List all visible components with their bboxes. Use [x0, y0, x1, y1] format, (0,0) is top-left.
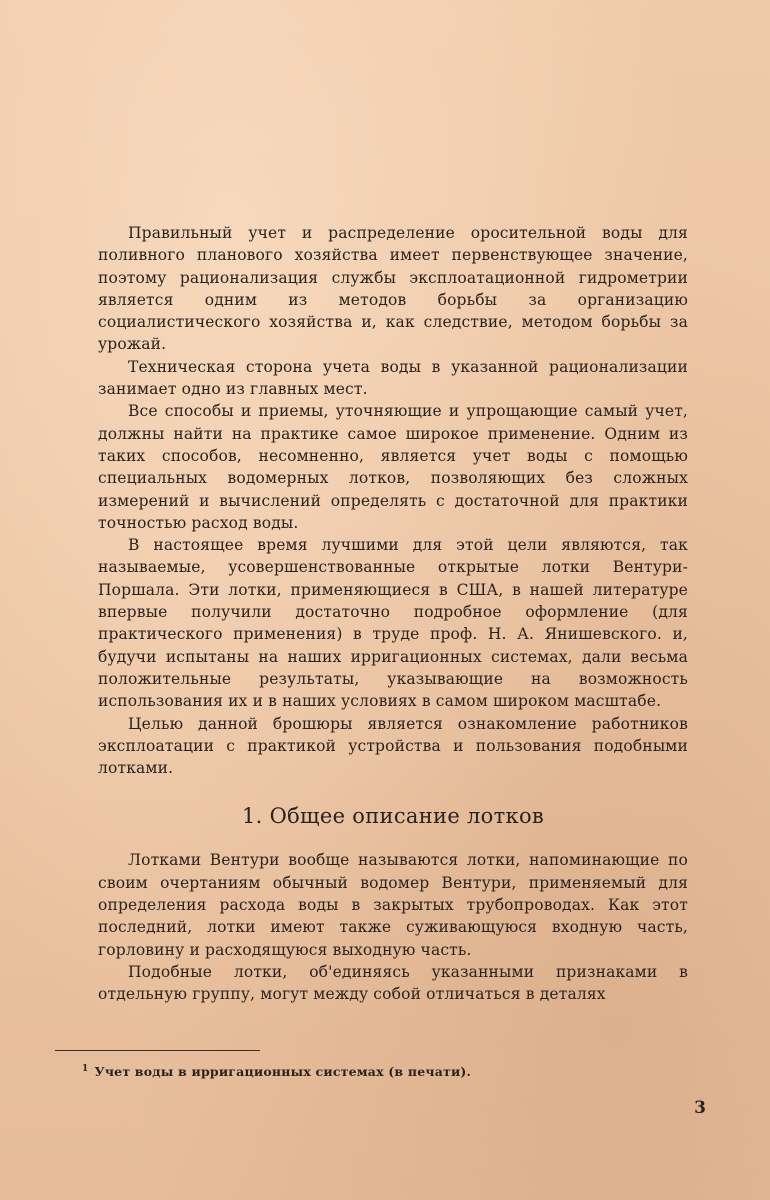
footnote-divider	[55, 1050, 260, 1051]
intro-paragraph-5: Целью данной брошюры является ознакомление работников эксплоатации с практикой устройства и пользования подобными лотками.	[98, 714, 688, 778]
main-text	[98, 222, 688, 1006]
footnote-text: Учет воды в ирригационных системах (в печати).	[94, 1064, 472, 1080]
intro-paragraph-4: В настоящее время лучшими для этой цели являются, так называемые, усовершенствованные открытые лотки Вентури-Поршала. Эти лотки, применяющиеся в США, в нашей литературе впервые получили достаточно подробное оформление (для практического применения) в труде проф. Н. А. Янишевского. и, будучи испытаны на наших ирригационных системах, дали весьма положительные результаты, указывающие на возможность использования их и в наших условиях в самом широком масштабе.	[98, 536, 688, 711]
section-heading: 1. Общее описание лотков	[241, 804, 545, 829]
section-paragraph-1: Лотками Вентури вообще называются лотки, напоминающие по своим очертаниям обычный водомер Вентури, применяемый для определения расхода воды в закрытых трубопроводах. Как этот последний, лотки имеют также суживающуюся входную часть, горловину и расходящуюся выходную часть.	[98, 851, 688, 959]
intro-paragraph-1: Правильный учет и распределение оросительной воды для поливного планового хозяйства имеет первенствующее значение, поэтому рационализация службы эксплоатационной гидрометрии является одним из методов борьбы за организацию социалистического хозяйства и, как следствие, методом борьбы за урожай.	[98, 224, 688, 354]
intro-paragraph-2: Техническая сторона учета воды в указанной рационализации занимает одно из главных мест.	[98, 357, 688, 399]
section-paragraph-2: Подобные лотки, об'единяясь указанными признаками в отдельную группу, могут между собой отличаться в деталях	[98, 962, 688, 1004]
footnote-marker: 1	[82, 1064, 89, 1074]
page-number: 3	[694, 1098, 706, 1118]
intro-paragraph-3: Все способы и приемы, уточняющие и упрощающие самый учет, должны найти на практике самое широкое применение. Одним из таких способов, несомненно, является учет воды с помощью специальных водомерных лотков, позволяющих без сложных измерений и вычислений определять с достаточной для практики точностью расход воды.	[98, 402, 688, 532]
footnote	[82, 1060, 682, 1081]
